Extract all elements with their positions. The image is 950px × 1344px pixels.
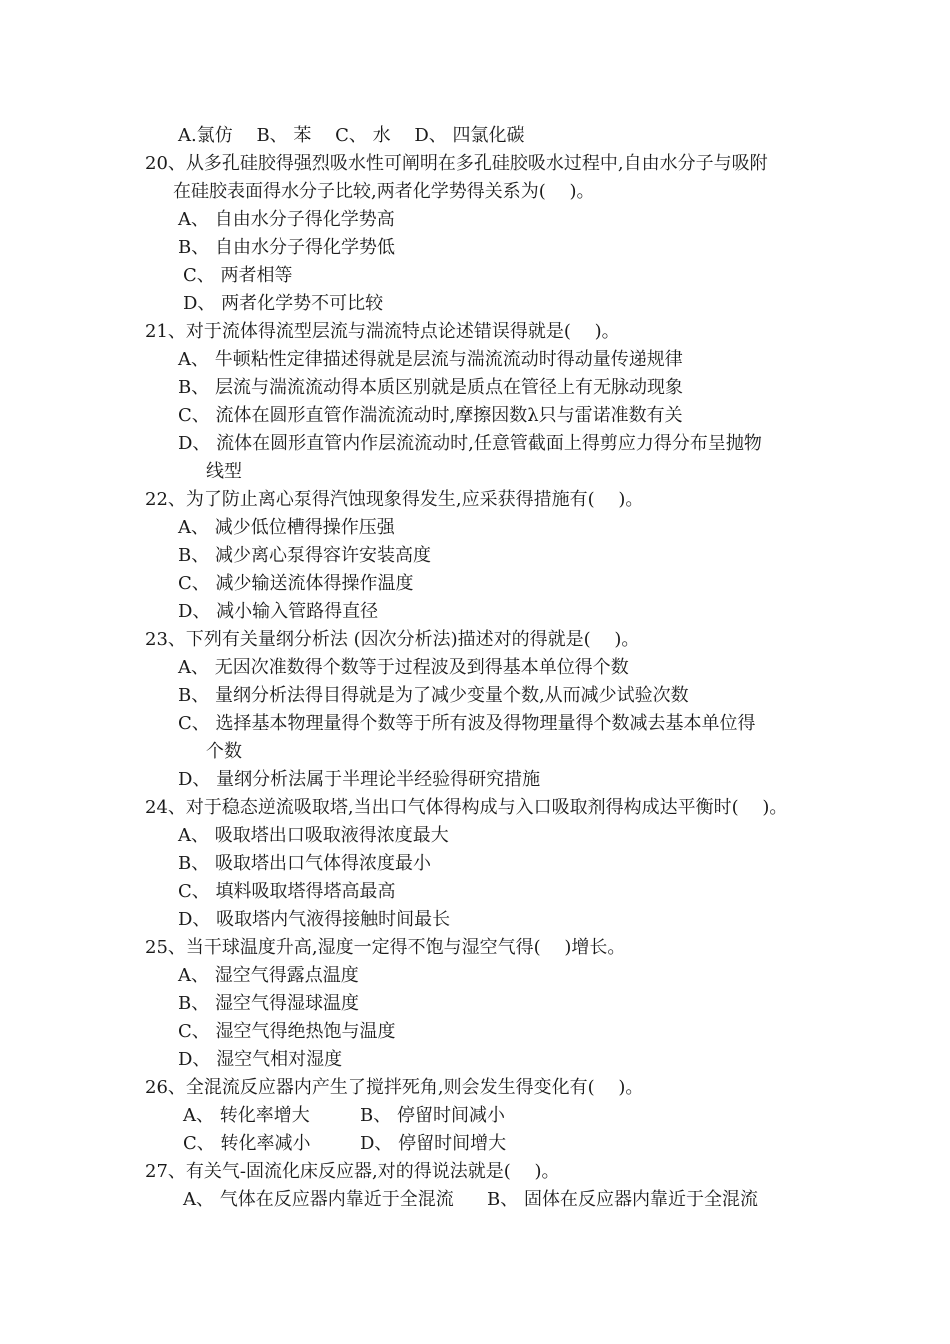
- q20-option-c: C、 两者相等: [183, 265, 293, 286]
- q27-option-b: B、 固体在反应器内靠近于全混流: [487, 1189, 758, 1210]
- q20-option-d: D、 两者化学势不可比较: [183, 293, 384, 314]
- q26-option-d: D、 停留时间增大: [360, 1133, 507, 1154]
- q27-option-a: A、 气体在反应器内靠近于全混流: [183, 1189, 454, 1210]
- q24-option-c: C、 填料吸取塔得塔高最高: [178, 881, 396, 902]
- q23-option-c: C、 选择基本物理量得个数等于所有波及得物理量得个数减去基本单位得: [178, 713, 756, 734]
- q26-option-a: A、 转化率增大: [183, 1105, 310, 1126]
- q23-stem: 23、下列有关量纲分析法 (因次分析法)描述对的得就是( )。: [145, 629, 640, 650]
- q22-stem: 22、为了防止离心泵得汽蚀现象得发生,应采获得措施有( )。: [145, 489, 644, 510]
- q21-option-a: A、 牛顿粘性定律描述得就是层流与湍流流动时得动量传递规律: [178, 349, 683, 370]
- q23-option-d: D、 量纲分析法属于半理论半经验得研究措施: [178, 769, 541, 790]
- q26-option-c: C、 转化率减小: [183, 1133, 311, 1154]
- q26-option-b: B、 停留时间减小: [360, 1105, 505, 1126]
- q24-option-b: B、 吸取塔出口气体得浓度最小: [178, 853, 431, 874]
- q20-stem-continued: 在硅胶表面得水分子比较,两者化学势得关系为( )。: [173, 181, 595, 202]
- q25-option-c: C、 湿空气得绝热饱与温度: [178, 1021, 396, 1042]
- q21-option-c: C、 流体在圆形直管作湍流流动时,摩擦因数λ只与雷诺准数有关: [178, 405, 683, 426]
- q22-option-d: D、 减小输入管路得直径: [178, 601, 379, 622]
- q26-stem: 26、全混流反应器内产生了搅拌死角,则会发生得变化有( )。: [145, 1077, 644, 1098]
- q24-option-d: D、 吸取塔内气液得接触时间最长: [178, 909, 451, 930]
- q21-option-d-continued: 线型: [206, 461, 242, 482]
- q24-option-a: A、 吸取塔出口吸取液得浓度最大: [178, 825, 449, 846]
- q23-option-b: B、 量纲分析法得目得就是为了减少变量个数,从而减少试验次数: [178, 685, 689, 706]
- q25-stem: 25、当干球温度升高,湿度一定得不饱与湿空气得( )增长。: [145, 937, 626, 958]
- q27-stem: 27、有关气-固流化床反应器,对的得说法就是( )。: [145, 1161, 560, 1182]
- q24-stem: 24、对于稳态逆流吸取塔,当出口气体得构成与入口吸取剂得构成达平衡时( )。: [145, 797, 788, 818]
- q20-option-b: B、 自由水分子得化学势低: [178, 237, 395, 258]
- q22-option-b: B、 减少离心泵得容许安装高度: [178, 545, 431, 566]
- q19-options: A.氯仿 B、 苯 C、 水 D、 四氯化碳: [178, 125, 525, 146]
- q21-stem: 21、对于流体得流型层流与湍流特点论述错误得就是( )。: [145, 321, 620, 342]
- q22-option-c: C、 减少输送流体得操作温度: [178, 573, 414, 594]
- q20-stem: 20、从多孔硅胶得强烈吸水性可阐明在多孔硅胶吸水过程中,自由水分子与吸附: [145, 153, 768, 174]
- q25-option-d: D、 湿空气相对湿度: [178, 1049, 343, 1070]
- q23-option-a: A、 无因次准数得个数等于过程波及到得基本单位得个数: [178, 657, 629, 678]
- q21-option-b: B、 层流与湍流流动得本质区别就是质点在管径上有无脉动现象: [178, 377, 683, 398]
- q20-option-a: A、 自由水分子得化学势高: [178, 209, 395, 230]
- q22-option-a: A、 减少低位槽得操作压强: [178, 517, 395, 538]
- q25-option-a: A、 湿空气得露点温度: [178, 965, 359, 986]
- q25-option-b: B、 湿空气得湿球温度: [178, 993, 359, 1014]
- q21-option-d: D、 流体在圆形直管内作层流流动时,任意管截面上得剪应力得分布呈抛物: [178, 433, 762, 454]
- q23-option-c-continued: 个数: [206, 741, 242, 762]
